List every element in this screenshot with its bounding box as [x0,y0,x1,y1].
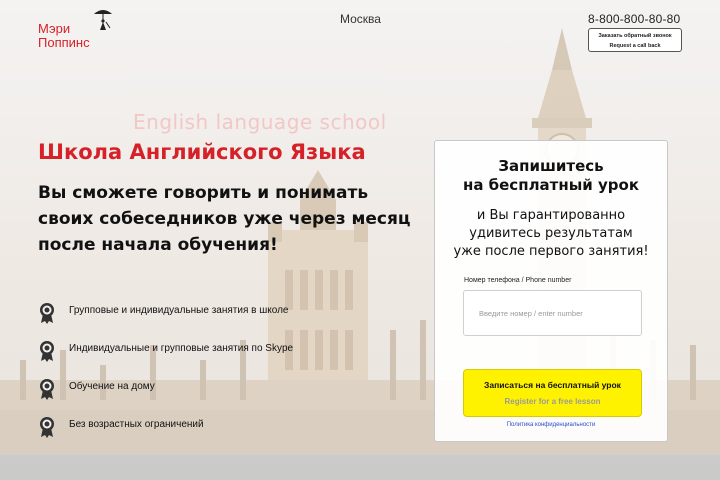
privacy-policy-link[interactable]: Политика конфиденциальности [506,422,596,428]
medal-icon [38,340,56,362]
city-selector[interactable]: Москва [340,12,381,26]
feature-text: Индивидуальные и групповые занятия по Skype [69,343,294,354]
feature-text: Обучение на дому [69,381,155,392]
subtitle-line: своих собеседников уже через месяц [38,209,411,229]
english-school-watermark: English language school [133,110,387,134]
form-description [435,207,667,261]
submit-button[interactable] [463,369,642,417]
subtitle-line: после начала обучения! [38,235,278,255]
feature-text: Групповые и индивидуальные занятия в школе [69,305,289,316]
signup-form-card [434,140,668,442]
form-desc-line: уже после первого занятия! [453,244,649,259]
form-desc-line: удивитесь результатам [469,226,633,241]
subtitle-line: Вы сможете говорить и понимать [38,183,369,203]
callback-label-ru: Заказать обратный звонок [598,33,672,39]
form-desc-line: и Вы гарантированно [476,208,626,223]
logo-line2: Поппинс [38,35,90,50]
submit-label-ru: Записаться на бесплатный урок [484,380,621,390]
phone-field-label: Номер телефона / Phone number [464,277,572,284]
umbrella-lady-icon [92,8,114,32]
phone-input[interactable]: Введите номер / enter number [463,290,642,336]
hero-subtitle [38,180,418,258]
form-title-line: на бесплатный урок [462,176,640,194]
form-title [435,157,667,195]
page-title: Школа Английского Языка [38,140,366,164]
form-title-line: Запишитесь [498,157,604,175]
medal-icon [38,416,56,438]
brand-logo[interactable] [38,22,90,50]
callback-label-en: Request a call back [609,43,661,49]
callback-button[interactable] [588,28,682,52]
feature-text: Без возрастных ограничений [69,419,204,430]
logo-line1: Мэри [38,21,71,36]
header-phone[interactable]: 8-800-800-80-80 [588,12,681,26]
submit-label-en: Register for a free lesson [504,397,601,406]
medal-icon [38,378,56,400]
medal-icon [38,302,56,324]
